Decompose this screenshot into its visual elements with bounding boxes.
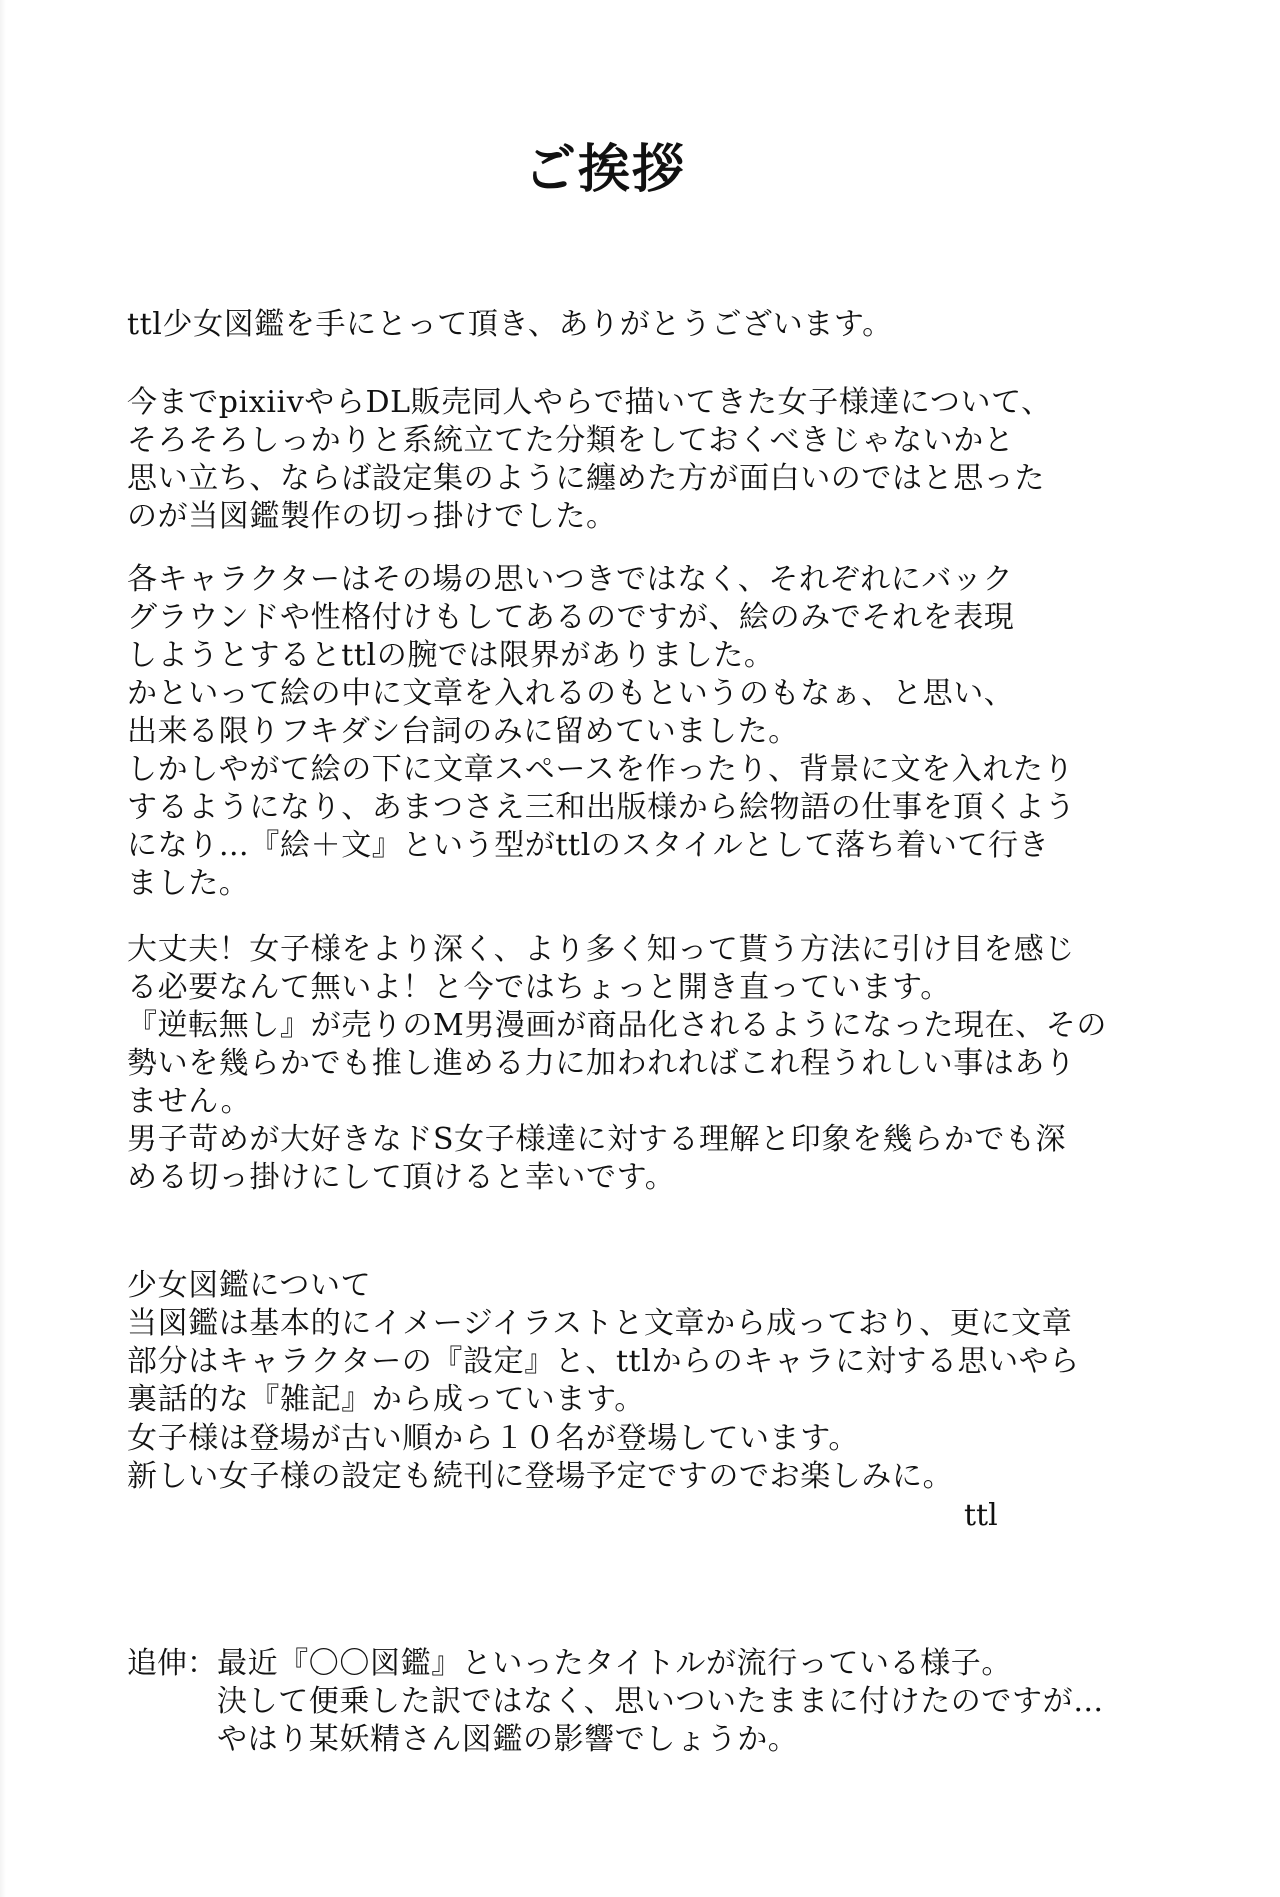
text-line: める切っ掛けにして頂けると幸いです。 xyxy=(127,1160,676,1195)
paragraph-about-book xyxy=(127,1267,1127,1419)
text-line: 決して便乗した訳ではなく、思いついたままに付けたのですが… xyxy=(217,1684,1104,1719)
text-line: る必要なんて無いよ！と今ではちょっと開き直っています。 xyxy=(127,970,951,1005)
page-title: ご挨拶 xyxy=(523,140,686,200)
text-line: ttl少女図鑑を手にとって頂き、ありがとうございます。 xyxy=(127,307,893,342)
text-line: ました。 xyxy=(127,866,250,901)
text-line: 当図鑑は基本的にイメージイラストと文章から成っており、更に文章 xyxy=(127,1306,1073,1341)
paragraph-lineup xyxy=(127,1420,1127,1496)
text-line: のが当図鑑製作の切っ掛けでした。 xyxy=(127,499,617,534)
text-line: 新しい女子様の設定も続刊に登場予定ですのでお楽しみに。 xyxy=(127,1459,954,1494)
text-line: 勢いを幾らかでも推し進める力に加われればこれ程うれしい事はあり xyxy=(127,1046,1076,1081)
paragraph-origin xyxy=(127,384,1127,536)
text-line: 思い立ち、ならば設定集のように纏めた方が面白いのではと思った xyxy=(127,461,1045,496)
text-line: しかしやがて絵の下に文章スペースを作ったり、背景に文を入れたり xyxy=(127,752,1075,787)
paragraph-greeting xyxy=(127,306,1127,344)
postscript-body xyxy=(217,1645,1104,1759)
page-edge-shadow xyxy=(0,0,6,1897)
author-signature: ttl xyxy=(964,1498,998,1533)
text-line: 出来る限りフキダシ台詞のみに留めていました。 xyxy=(127,714,799,749)
text-line: ません。 xyxy=(127,1084,252,1119)
text-line: グラウンドや性格付けもしてあるのですが、絵のみでそれを表現 xyxy=(127,600,1015,635)
postscript-label: 追伸： xyxy=(127,1646,217,1681)
text-line: 『逆転無し』が売りのM男漫画が商品化されるようになった現在、その xyxy=(127,1008,1107,1043)
text-line: かといって絵の中に文章を入れるのもというのもなぁ、と思い、 xyxy=(127,676,1015,711)
text-line: 部分はキャラクターの『設定』と、ttlからのキャラに対する思いやら xyxy=(127,1344,1080,1379)
text-line: になり…『絵＋文』という型がttlのスタイルとして落ち着いて行き xyxy=(127,828,1050,863)
paragraph-characters xyxy=(127,561,1127,903)
text-line: 裏話的な『雑記』から成っています。 xyxy=(127,1382,645,1417)
text-line: 最近『〇〇図鑑』といったタイトルが流行っている様子。 xyxy=(217,1646,1012,1681)
text-line: しようとするとttlの腕では限界がありました。 xyxy=(127,638,775,673)
text-line: 今までpixiivやらDL販売同人やらで描いてきた女子様達について、 xyxy=(127,385,1052,420)
text-line: そろそろしっかりと系統立てた分類をしておくべきじゃないかと xyxy=(127,423,1015,458)
text-line: 女子様は登場が古い順から１０名が登場しています。 xyxy=(127,1421,859,1456)
text-line: 男子苛めが大好きなドS女子様達に対する理解と印象を幾らかでも深 xyxy=(127,1122,1067,1157)
text-line: 大丈夫！女子様をより深く、より多く知って貰う方法に引け目を感じ xyxy=(127,932,1075,967)
paragraph-message xyxy=(127,931,1127,1197)
text-line: 各キャラクターはその場の思いつきではなく、それぞれにバック xyxy=(127,562,1014,597)
text-line: 少女図鑑について xyxy=(127,1268,372,1303)
text-line: するようになり、あまつさえ三和出版様から絵物語の仕事を頂くよう xyxy=(127,790,1076,825)
text-line: やはり某妖精さん図鑑の影響でしょうか。 xyxy=(217,1722,799,1757)
